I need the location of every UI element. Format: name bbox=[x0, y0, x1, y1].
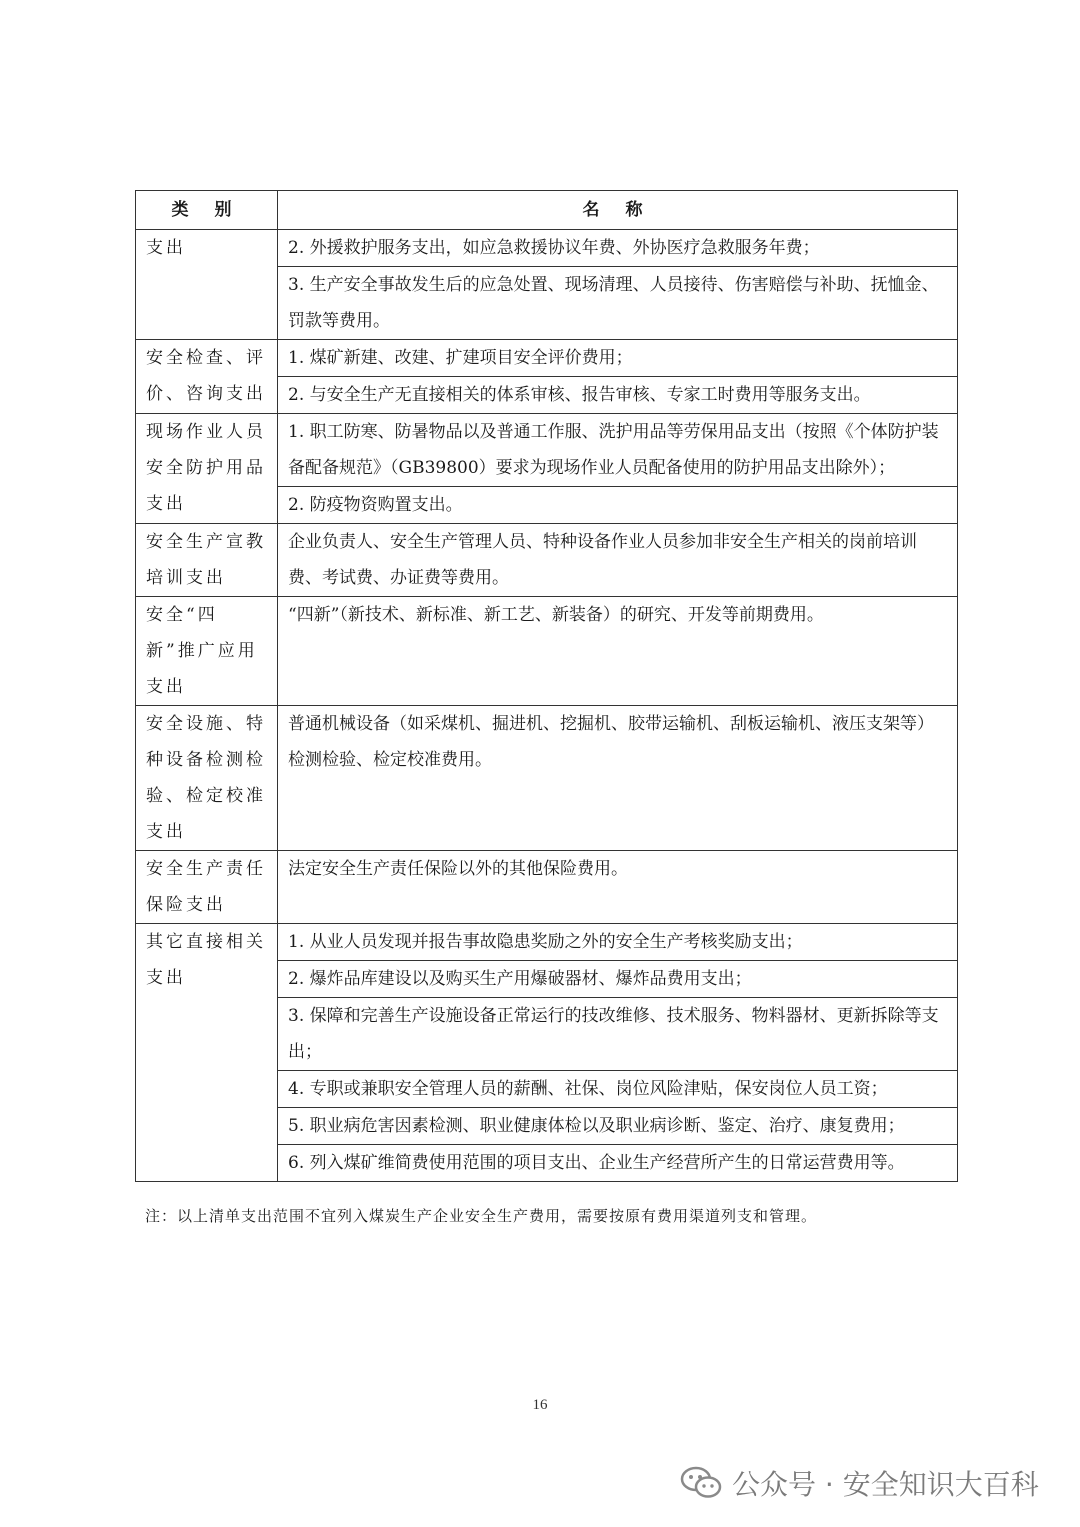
item-cell: 3. 保障和完善生产设施设备正常运行的技改维修、技术服务、物料器材、更新拆除等支出； bbox=[278, 998, 958, 1071]
wechat-icon bbox=[680, 1465, 722, 1501]
item-cell: 2. 与安全生产无直接相关的体系审核、报告审核、专家工时费用等服务支出。 bbox=[278, 377, 958, 414]
item-cell: 2. 外援救护服务支出，如应急救援协议年费、外协医疗急救服务年费； bbox=[278, 230, 958, 267]
category-cell: 安全设施、特种设备检测检验、检定校准支出 bbox=[136, 706, 278, 851]
header-category: 类 别 bbox=[136, 191, 278, 230]
category-cell: 安全“四新”推广应用支出 bbox=[136, 597, 278, 706]
table-row bbox=[136, 524, 958, 597]
item-cell: 1. 职工防寒、防暑物品以及普通工作服、洗护用品等劳保用品支出（按照《个体防护装备配备规范》（GB39800）要求为现场作业人员配备使用的防护用品支出除外）； bbox=[278, 414, 958, 487]
item-cell: 普通机械设备（如采煤机、掘进机、挖掘机、胶带运输机、刮板运输机、液压支架等）检测检验、检定校准费用。 bbox=[278, 706, 958, 851]
watermark-text: 公众号 · 安全知识大百科 bbox=[732, 1468, 1039, 1501]
category-cell: 安全生产责任保险支出 bbox=[136, 851, 278, 924]
table-header-row bbox=[136, 191, 958, 230]
table-row bbox=[136, 230, 958, 267]
category-cell: 其它直接相关支出 bbox=[136, 924, 278, 1182]
item-cell: 4. 专职或兼职安全管理人员的薪酬、社保、岗位风险津贴，保安岗位人员工资； bbox=[278, 1071, 958, 1108]
category-cell: 现场作业人员安全防护用品支出 bbox=[136, 414, 278, 524]
item-cell: “四新”（新技术、新标准、新工艺、新装备）的研究、开发等前期费用。 bbox=[278, 597, 958, 706]
item-cell: 5. 职业病危害因素检测、职业健康体检以及职业病诊断、鉴定、治疗、康复费用； bbox=[278, 1108, 958, 1145]
item-cell: 6. 列入煤矿维简费使用范围的项目支出、企业生产经营所产生的日常运营费用等。 bbox=[278, 1145, 958, 1182]
item-cell: 2. 爆炸品库建设以及购买生产用爆破器材、爆炸品费用支出； bbox=[278, 961, 958, 998]
item-cell: 3. 生产安全事故发生后的应急处置、现场清理、人员接待、伤害赔偿与补助、抚恤金、罚款等费用。 bbox=[278, 267, 958, 340]
expense-table bbox=[135, 190, 958, 1182]
category-cell: 安全检查、评价、咨询支出 bbox=[136, 340, 278, 414]
table-row bbox=[136, 340, 958, 377]
item-cell: 2. 防疫物资购置支出。 bbox=[278, 487, 958, 524]
item-cell: 1. 从业人员发现并报告事故隐患奖励之外的安全生产考核奖励支出； bbox=[278, 924, 958, 961]
item-cell: 企业负责人、安全生产管理人员、特种设备作业人员参加非安全生产相关的岗前培训费、考试费、办证费等费用。 bbox=[278, 524, 958, 597]
table-row bbox=[136, 414, 958, 487]
watermark bbox=[680, 1458, 1039, 1508]
category-cell: 安全生产宣教培训支出 bbox=[136, 524, 278, 597]
table-row bbox=[136, 597, 958, 706]
item-cell: 1. 煤矿新建、改建、扩建项目安全评价费用； bbox=[278, 340, 958, 377]
header-name: 名 称 bbox=[278, 191, 958, 230]
table-row bbox=[136, 706, 958, 851]
page-number: 16 bbox=[532, 1397, 548, 1413]
table-note: 注：以上清单支出范围不宜列入煤炭生产企业安全生产费用，需要按原有费用渠道列支和管理。 bbox=[145, 1207, 818, 1225]
item-cell: 法定安全生产责任保险以外的其他保险费用。 bbox=[278, 851, 958, 924]
table-row bbox=[136, 851, 958, 924]
table-row bbox=[136, 924, 958, 961]
category-cell: 支出 bbox=[136, 230, 278, 340]
